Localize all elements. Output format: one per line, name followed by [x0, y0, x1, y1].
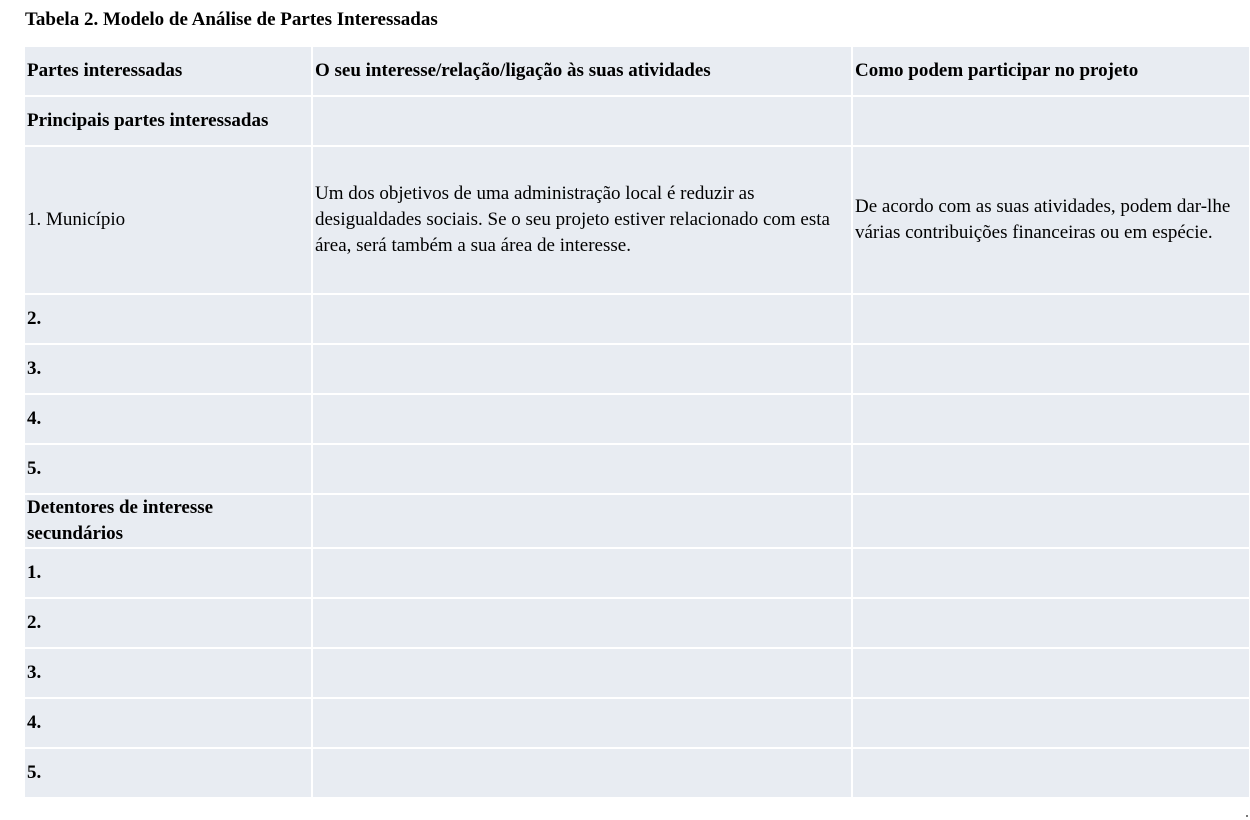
header-stakeholders: Partes interessadas	[24, 46, 312, 96]
table-row	[24, 444, 1250, 494]
table-cell	[312, 394, 852, 444]
table-cell	[312, 548, 852, 598]
table-row	[24, 548, 1250, 598]
table-cell	[312, 344, 852, 394]
table-row	[24, 598, 1250, 648]
table-cell	[852, 394, 1250, 444]
table-cell	[852, 494, 1250, 548]
row-number: 3.	[24, 344, 312, 394]
table-cell	[852, 648, 1250, 698]
stakeholder-name: 1. Município	[24, 146, 312, 294]
table-cell	[312, 598, 852, 648]
table-cell	[312, 648, 852, 698]
row-number: 3.	[24, 648, 312, 698]
table-row	[24, 648, 1250, 698]
table-cell	[852, 96, 1250, 146]
table-row	[24, 748, 1250, 798]
table-cell	[852, 598, 1250, 648]
stakeholder-participation: De acordo com as suas atividades, podem dar-lhe várias contribuições financeiras ou em espécie.	[852, 146, 1250, 294]
row-number: 2.	[24, 294, 312, 344]
row-number: 4.	[24, 698, 312, 748]
table-cell	[312, 444, 852, 494]
table-cell	[312, 698, 852, 748]
row-number: 1.	[24, 548, 312, 598]
table-cell	[312, 294, 852, 344]
header-row	[24, 46, 1250, 96]
section-secondary-text: Detentores de interesse secundários	[27, 497, 214, 544]
corner-mark	[1246, 815, 1248, 817]
row-number: 4.	[24, 394, 312, 444]
header-interest: O seu interesse/relação/ligação às suas atividades	[312, 46, 852, 96]
section-row-secondary	[24, 494, 1250, 548]
stakeholder-interest: Um dos objetivos de uma administração local é reduzir as desigualdades sociais. Se o seu projeto estiver relacionado com esta área, será também a sua área de interesse.	[312, 146, 852, 294]
table-cell	[312, 96, 852, 146]
table-row	[24, 294, 1250, 344]
table-cell	[852, 444, 1250, 494]
table-cell	[852, 344, 1250, 394]
row-number: 5.	[24, 444, 312, 494]
table-cell	[312, 748, 852, 798]
section-primary-label: Principais partes interessadas	[24, 96, 312, 146]
table-caption: Tabela 2. Modelo de Análise de Partes Interessadas	[25, 9, 438, 30]
table-row	[24, 698, 1250, 748]
table-cell	[852, 748, 1250, 798]
table-cell	[852, 294, 1250, 344]
table-cell	[852, 548, 1250, 598]
table-cell	[312, 494, 852, 548]
table-row	[24, 344, 1250, 394]
stakeholder-table	[23, 45, 1250, 799]
section-row-primary	[24, 96, 1250, 146]
table-row	[24, 394, 1250, 444]
row-number: 2.	[24, 598, 312, 648]
row-number: 5.	[24, 748, 312, 798]
table-row-municipio	[24, 146, 1250, 294]
table-cell	[852, 698, 1250, 748]
header-participation: Como podem participar no projeto	[852, 46, 1250, 96]
section-secondary-label	[24, 494, 312, 548]
